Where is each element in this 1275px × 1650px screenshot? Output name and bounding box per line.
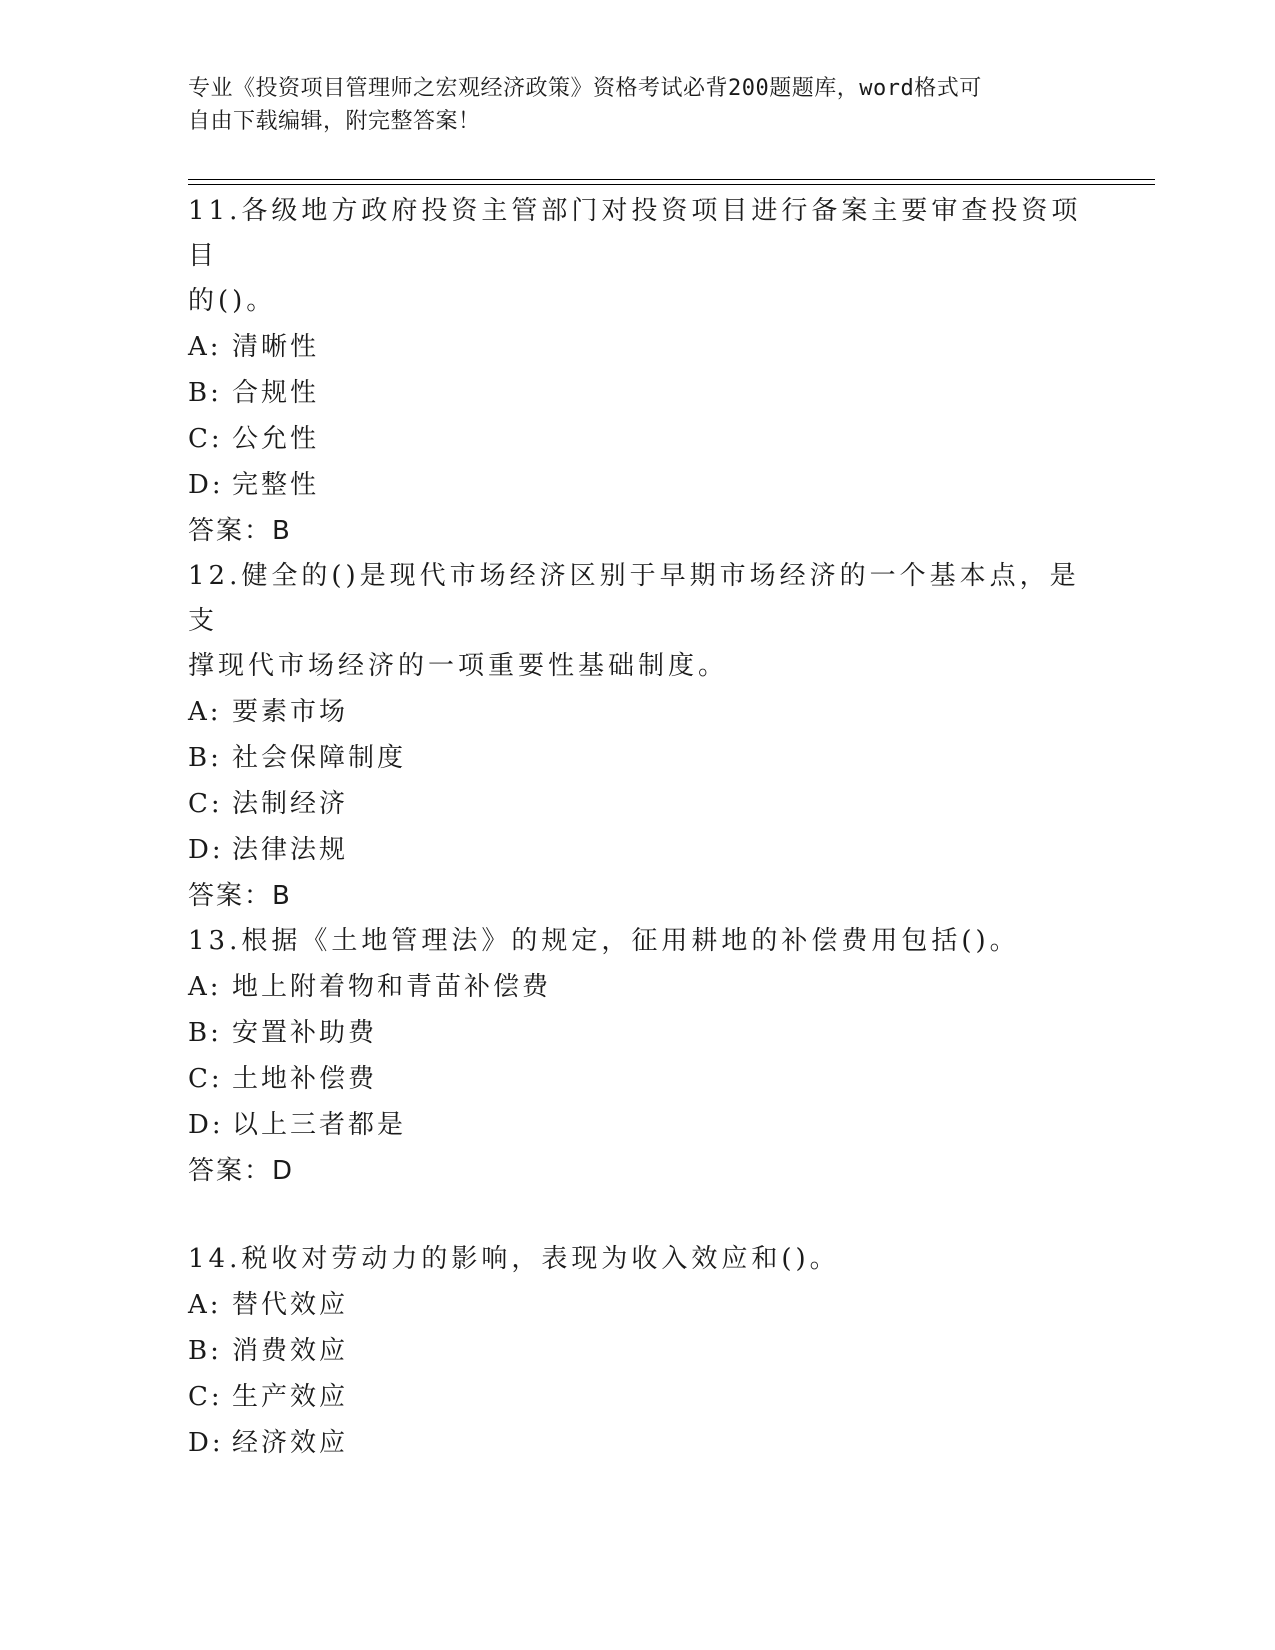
option-letter: B: [188, 1336, 222, 1366]
option-a [188, 1282, 1088, 1328]
question-text: 12.健全的()是现代市场经济区别于早期市场经济的一个基本点，是支 [188, 561, 1080, 636]
option-b [188, 1328, 1088, 1374]
option-text: 消费效应 [232, 1336, 349, 1366]
question-text: 13.根据《土地管理法》的规定，征用耕地的补偿费用包括()。 [188, 926, 1020, 956]
option-letter: A: [188, 332, 222, 362]
question-13 [188, 919, 1088, 1194]
option-d [188, 1102, 1088, 1148]
header-line-1: 专业《投资项目管理师之宏观经济政策》资格考试必背200题题库，word格式可 [188, 76, 982, 101]
option-d [188, 1420, 1088, 1466]
question-text-continued: 的()。 [188, 286, 277, 316]
option-text: 生产效应 [232, 1382, 349, 1412]
option-b [188, 735, 1088, 781]
option-c [188, 781, 1088, 827]
option-letter: A: [188, 697, 222, 727]
option-text: 法律法规 [232, 835, 349, 865]
option-a [188, 324, 1088, 370]
option-letter: C: [188, 1064, 223, 1094]
option-c [188, 416, 1088, 462]
option-b [188, 370, 1088, 416]
option-letter: A: [188, 972, 222, 1002]
answer-line: 答案：B [188, 516, 292, 546]
option-c [188, 1374, 1088, 1420]
option-d [188, 462, 1088, 508]
header-divider-bottom [188, 184, 1155, 185]
question-11 [188, 189, 1088, 554]
option-letter: B: [188, 743, 222, 773]
option-text: 公允性 [232, 424, 320, 454]
option-text: 清晰性 [232, 332, 320, 362]
header-divider-top [188, 179, 1155, 180]
option-text: 法制经济 [232, 789, 349, 819]
option-text: 地上附着物和青苗补偿费 [232, 972, 552, 1002]
option-letter: C: [188, 789, 223, 819]
option-text: 要素市场 [232, 697, 349, 727]
option-letter: D: [188, 470, 224, 500]
answer-line: 答案：D [188, 1156, 295, 1186]
option-text: 安置补助费 [232, 1018, 378, 1048]
option-text: 以上三者都是 [232, 1110, 407, 1140]
option-letter: C: [188, 424, 223, 454]
option-letter: D: [188, 1110, 224, 1140]
question-12 [188, 554, 1088, 919]
option-text: 社会保障制度 [232, 743, 407, 773]
option-letter: C: [188, 1382, 223, 1412]
option-text: 经济效应 [232, 1428, 349, 1458]
question-text: 11.各级地方政府投资主管部门对投资项目进行备案主要审查投资项目 [188, 196, 1082, 271]
question-14 [188, 1237, 1088, 1466]
option-b [188, 1010, 1088, 1056]
document-header [188, 72, 1078, 138]
option-letter: A: [188, 1290, 222, 1320]
option-text: 合规性 [232, 378, 320, 408]
question-text-continued: 撑现代市场经济的一项重要性基础制度。 [188, 651, 729, 681]
option-text: 土地补偿费 [232, 1064, 378, 1094]
option-letter: B: [188, 1018, 222, 1048]
header-line-2: 自由下载编辑，附完整答案！ [188, 109, 481, 134]
question-text: 14.税收对劳动力的影响，表现为收入效应和()。 [188, 1244, 840, 1274]
answer-line: 答案：B [188, 881, 292, 911]
option-letter: B: [188, 378, 222, 408]
option-letter: D: [188, 1428, 224, 1458]
option-a [188, 689, 1088, 735]
option-text: 替代效应 [232, 1290, 349, 1320]
option-d [188, 827, 1088, 873]
option-a [188, 964, 1088, 1010]
option-text: 完整性 [232, 470, 320, 500]
option-letter: D: [188, 835, 224, 865]
option-c [188, 1056, 1088, 1102]
